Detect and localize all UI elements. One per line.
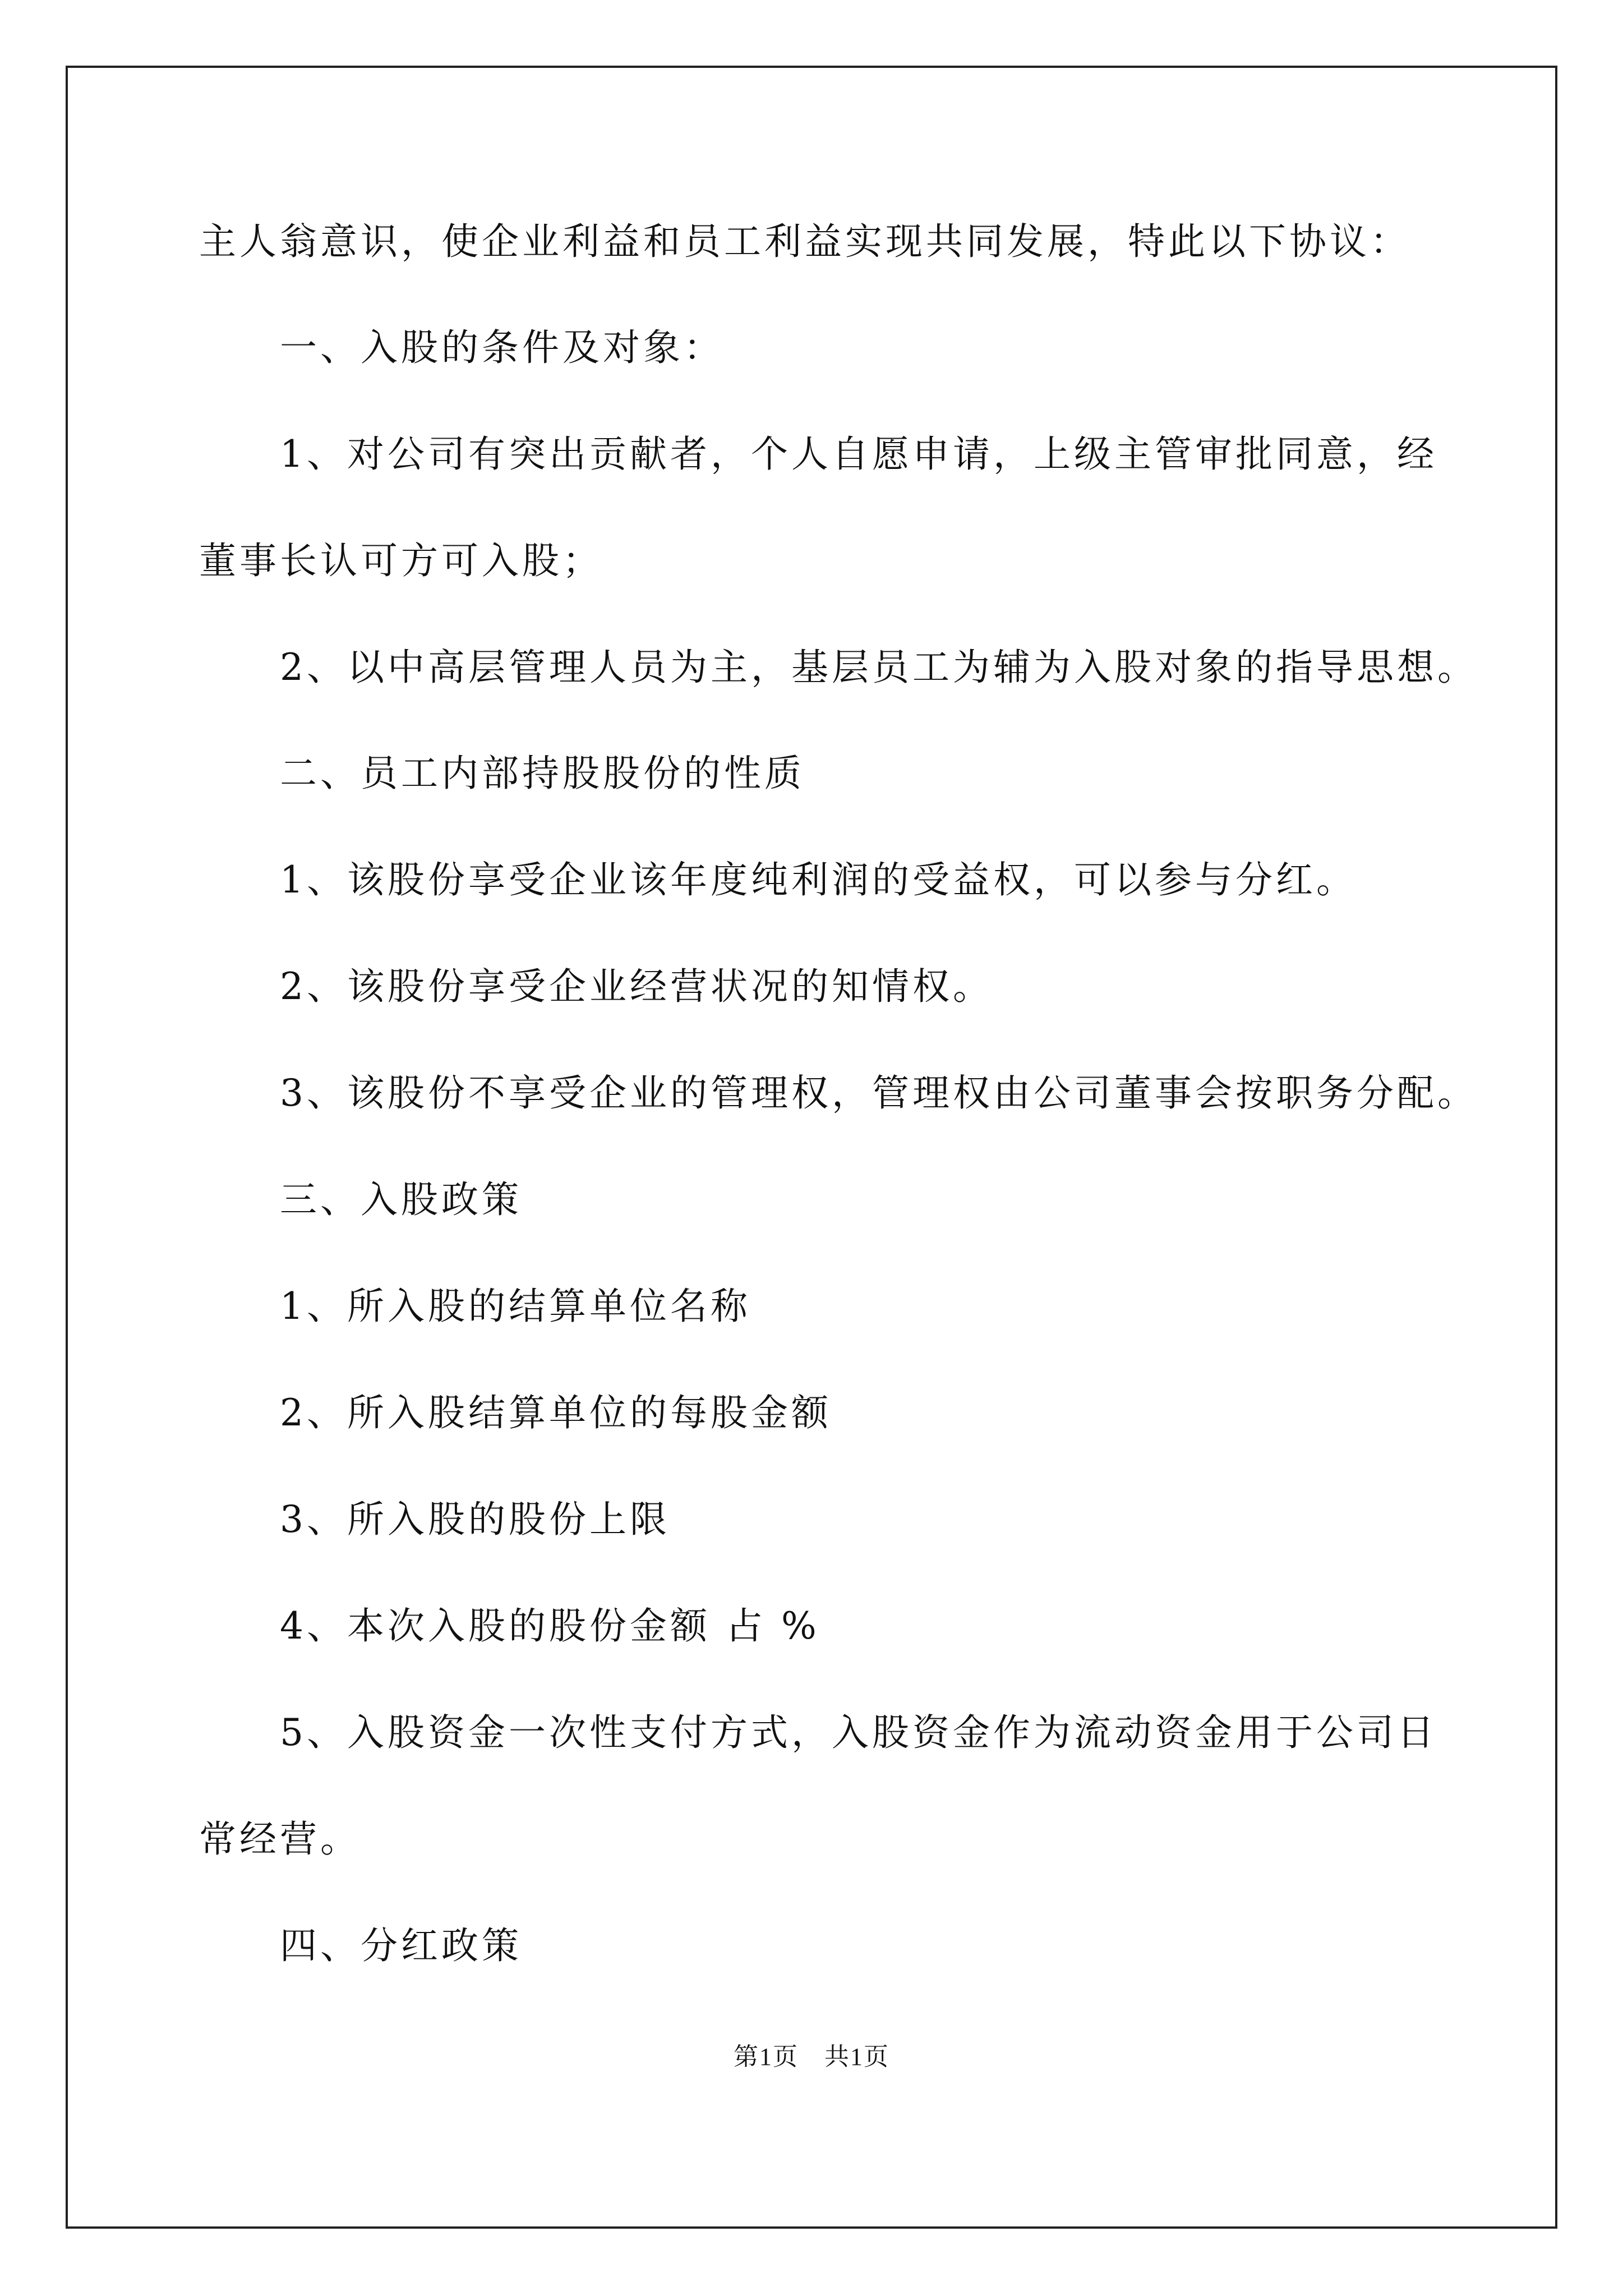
section-heading: 三、入股政策	[199, 1178, 522, 1221]
paragraph-line: 3、所入股的股份上限	[199, 1498, 670, 1541]
paragraph-line: 董事长认可方可入股；	[199, 539, 603, 582]
page-number: 第1页 共1页	[734, 2043, 889, 2070]
paragraph-line: 2、该股份享受企业经营状况的知情权。	[199, 965, 993, 1008]
paragraph-line: 2、所入股结算单位的每股金额	[199, 1391, 832, 1434]
paragraph-line: 1、该股份享受企业该年度纯利润的受益权，可以参与分红。	[199, 858, 1357, 901]
section-heading: 四、分红政策	[199, 1924, 522, 1967]
paragraph-line: 4、本次入股的股份金额 占 %	[199, 1604, 820, 1648]
section-heading: 二、员工内部持股股份的性质	[199, 752, 805, 795]
paragraph-line: 5、入股资金一次性支付方式，入股资金作为流动资金用于公司日	[199, 1711, 1437, 1754]
paragraph-line: 2、以中高层管理人员为主，基层员工为辅为入股对象的指导思想。	[199, 646, 1478, 689]
paragraph-line: 1、所入股的结算单位名称	[199, 1285, 751, 1328]
paragraph-line: 常经营。	[199, 1818, 361, 1861]
paragraph-line: 1、对公司有突出贡献者，个人自愿申请，上级主管审批同意，经	[199, 432, 1437, 476]
page-border	[66, 66, 1557, 2229]
paragraph-line: 3、该股份不享受企业的管理权，管理权由公司董事会按职务分配。	[199, 1071, 1478, 1115]
section-heading: 一、入股的条件及对象：	[199, 326, 724, 369]
paragraph-line: 主人翁意识，使企业利益和员工利益实现共同发展，特此以下协议：	[199, 220, 1410, 263]
